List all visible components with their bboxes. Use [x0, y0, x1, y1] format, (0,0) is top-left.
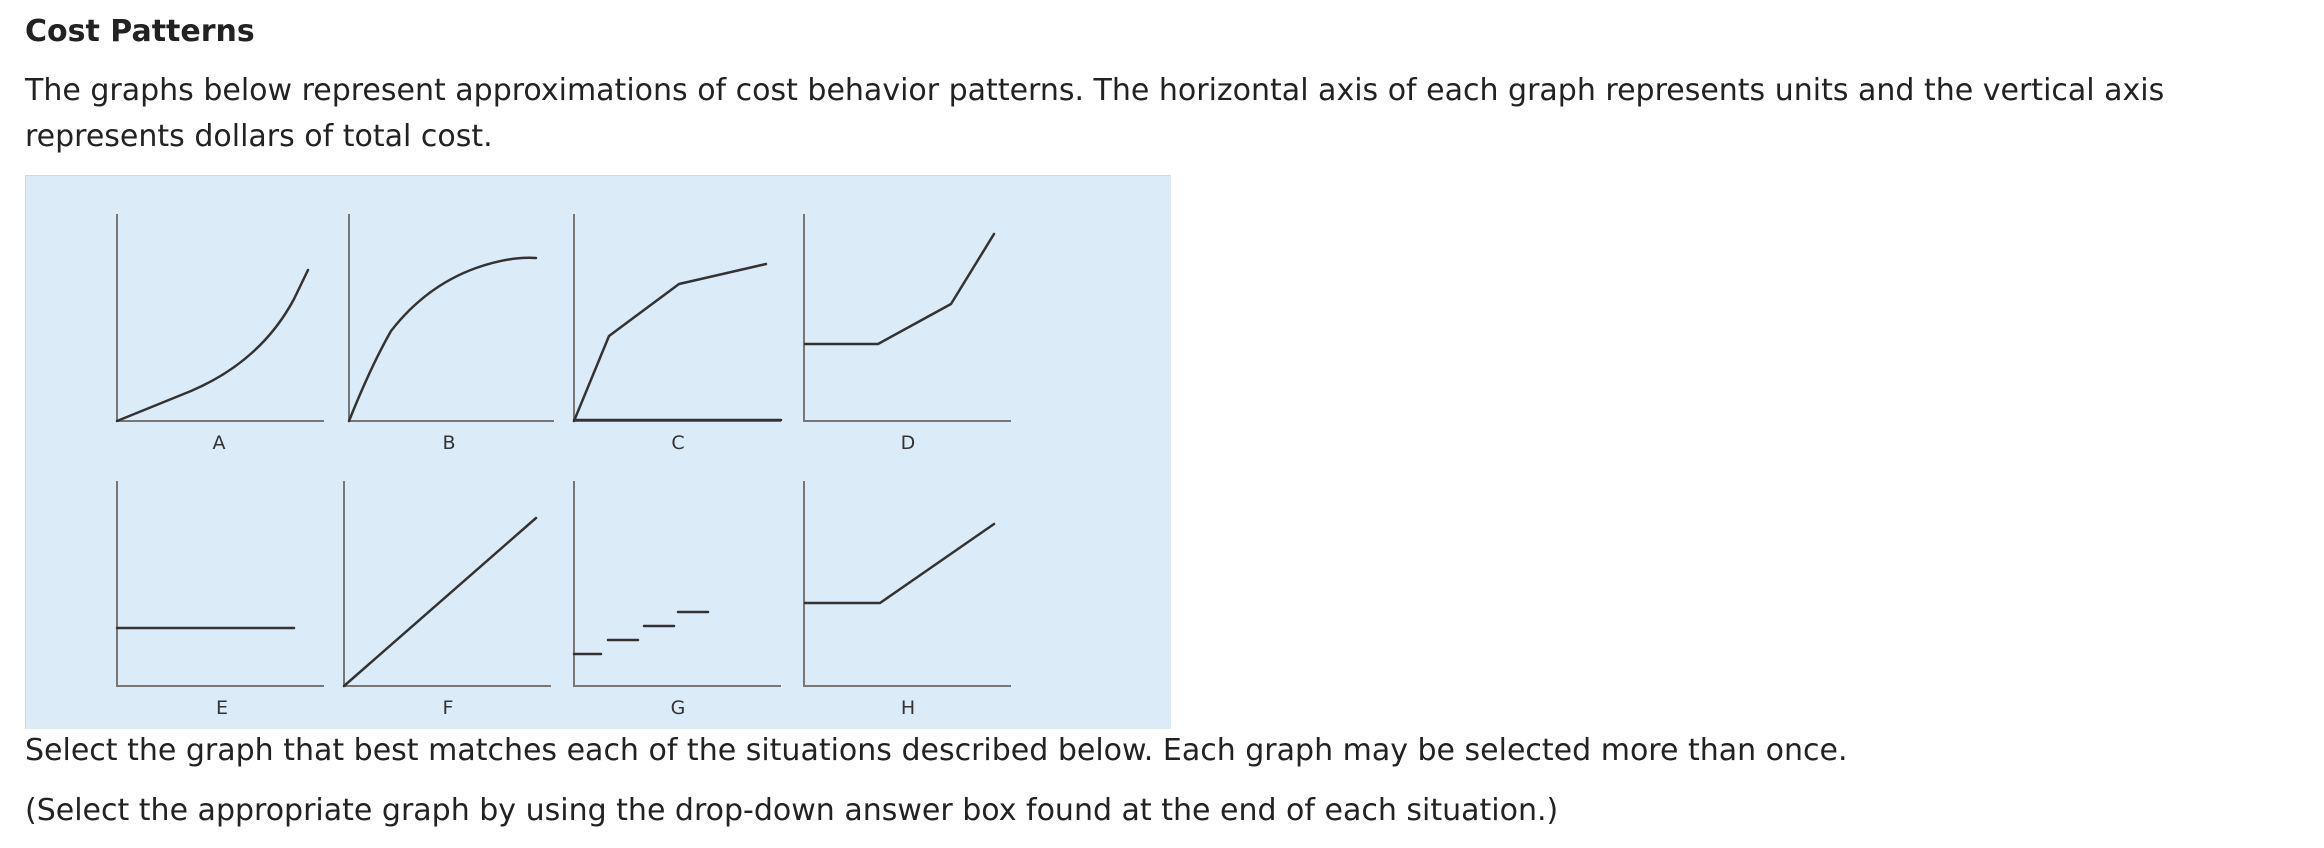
graph-d-label: D: [900, 432, 916, 454]
graph-f-curve: [344, 518, 536, 686]
graph-f-label: F: [442, 697, 454, 719]
page-title: Cost Patterns: [25, 14, 255, 49]
graph-a-axes: [117, 214, 324, 421]
intro-paragraph: The graphs below represent approximations of cost behavior patterns. The horizontal axis of each graph represents units and the vertical axis represents dollars of total cost.: [25, 73, 2165, 154]
graph-b-axes: [349, 214, 554, 421]
graph-a-label: A: [212, 432, 226, 454]
graph-b-curve: [349, 258, 536, 421]
graph-g-axes: [574, 481, 781, 686]
graph-d-axes: [804, 214, 1011, 421]
cost-graphs-figure: [25, 175, 1171, 729]
graph-d-curve: [805, 234, 994, 344]
graph-c-curve: [574, 264, 766, 421]
graph-a-curve: [117, 270, 308, 421]
hint-text: (Select the appropriate graph by using the drop-down answer box found at the end of each situation.): [25, 793, 1559, 828]
graph-h-label: H: [900, 697, 916, 719]
graph-g-label: G: [670, 697, 686, 719]
instruction-text: Select the graph that best matches each of the situations described below. Each graph may be selected more than once.: [25, 733, 1848, 768]
graph-c-label: C: [671, 432, 685, 454]
graph-f-axes: [344, 481, 551, 686]
cost-graphs-svg: [26, 176, 1171, 729]
graph-e-axes: [117, 481, 324, 686]
graph-e-label: E: [215, 697, 229, 719]
graph-h-curve: [805, 524, 994, 603]
graph-b-label: B: [442, 432, 456, 454]
graph-c-axes: [574, 214, 781, 421]
